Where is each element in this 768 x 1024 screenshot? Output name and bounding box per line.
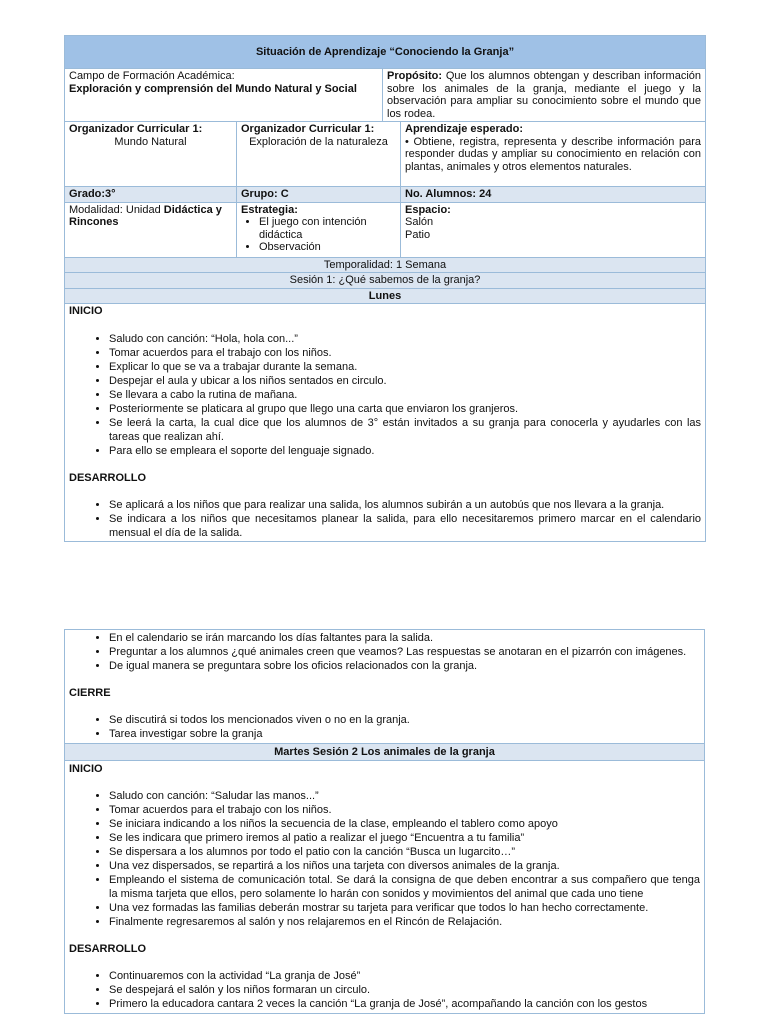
org1-cell: [65, 122, 237, 187]
desarrollo-list: [69, 498, 701, 540]
list-item: • Continuaremos con la actividad “La granja de José”: [109, 969, 700, 983]
grado: Grado:3°: [65, 187, 237, 203]
aprendizaje-cell: [401, 122, 706, 187]
list-item: • Se indicara a los niños que necesitamos planear la salida, para ello necesitaremos primero marcar en el calendario mensual el día de la salida.: [109, 512, 701, 540]
list-item: • Se aplicará a los niños que para realizar una salida, los alumnos subirán a un autobús que nos llevara a la granja.: [109, 498, 701, 512]
proposito-label: Propósito:: [387, 70, 442, 82]
inicio-list: [69, 332, 701, 458]
desarrollo-list: [69, 969, 700, 1011]
inicio-list: [69, 789, 700, 929]
espacio-label: Espacio:: [405, 203, 451, 216]
espacio-item: Salón: [405, 216, 434, 228]
desarrollo-continued: [64, 629, 705, 744]
cierre-heading: CIERRE: [69, 687, 111, 699]
document-title: Situación de Aprendizaje “Conociendo la Granja”: [65, 36, 706, 69]
list-item: • Despejar el aula y ubicar a los niños sentados en circulo.: [109, 374, 701, 388]
estrategia-item: • El juego con intención didáctica: [259, 216, 396, 241]
modalidad-bold: Didáctica y Rincones: [69, 203, 222, 228]
aprendizaje-text: • Obtiene, registra, representa y describe información para responder dudas y ampliar su conocimiento en relación con plantas, animales y otros elementos naturales.: [405, 135, 702, 173]
org2-value: Exploración de la naturaleza: [249, 135, 388, 148]
list-item: • Tomar acuerdos para el trabajo con los niños.: [109, 803, 700, 817]
martes-content: [64, 761, 705, 1014]
list-item: • Se iniciara indicando a los niños la secuencia de la clase, empleando el tablero como apoyo: [109, 817, 700, 831]
estrategia-label: Estrategia:: [241, 203, 298, 216]
list-item: • Se llevara a cabo la rutina de mañana.: [109, 388, 701, 402]
espacio-cell: [401, 202, 706, 257]
list-item: • Saludo con canción: “Hola, hola con...”: [109, 332, 701, 346]
list-item: • Explicar lo que se va a trabajar durante la semana.: [109, 360, 701, 374]
org2-cell: [237, 122, 401, 187]
campo-cell: [65, 69, 383, 122]
list-item: • Tomar acuerdos para el trabajo con los niños.: [109, 346, 701, 360]
org2-label: Organizador Curricular 1:: [241, 123, 375, 135]
list-item: • Una vez formadas las familias deberán mostrar su tarjeta para verificar que todos lo han hecho correctamente.: [109, 901, 700, 915]
list-item: • Una vez dispersados, se repartirá a los niños una tarjeta con diversos animales de la granja.: [109, 859, 700, 873]
proposito-cell: [383, 69, 706, 122]
campo-value: Exploración y comprensión del Mundo Natural y Social: [69, 82, 357, 95]
grupo: Grupo: C: [237, 187, 401, 203]
list-item: • Se leerá la carta, la cual dice que los alumnos de 3° están invitados a su granja para conocerla y ayudarles con las tareas que realizan ahí.: [109, 416, 701, 444]
desarrollo-list-continued: [69, 631, 700, 673]
sesion-1-title: Sesión 1: ¿Qué sabemos de la granja?: [65, 273, 706, 289]
org1-value: Mundo Natural: [114, 135, 187, 148]
page-2: [64, 629, 705, 1024]
list-item: • Se despejará el salón y los niños formaran un circulo.: [109, 983, 700, 997]
day-martes: Martes Sesión 2 Los animales de la granja: [64, 744, 705, 761]
espacio-item: Patio: [405, 228, 431, 241]
estrategia-cell: [237, 202, 401, 257]
list-item: • En el calendario se irán marcando los días faltantes para la salida.: [109, 631, 700, 645]
list-item: • Se dispersara a los alumnos por todo el patio con la canción “Busca un lugarcito…”: [109, 845, 700, 859]
list-item: • Posteriormente se platicara al grupo que llego una carta que enviaron los granjeros.: [109, 402, 701, 416]
alumnos: No. Alumnos: 24: [401, 187, 706, 203]
day-lunes: Lunes: [65, 288, 706, 304]
temporalidad: Temporalidad: 1 Semana: [65, 257, 706, 273]
plan-table: [64, 35, 706, 542]
inicio-heading: INICIO: [69, 305, 103, 317]
proposito-text: Que los alumnos obtengan y describan información sobre los animales de la granja, mediante el juego y la observación para ampliar su conocimiento sobre el mundo que los rodea.: [387, 70, 702, 120]
list-item: • Se discutirá si todos los mencionados viven o no en la granja.: [109, 713, 700, 727]
lunes-content: [65, 304, 706, 542]
list-item: • Se les indicara que primero iremos al patio a realizar el juego “Encuentra a tu familia”: [109, 831, 700, 845]
list-item: • De igual manera se preguntara sobre los oficios relacionados con la granja.: [109, 659, 700, 673]
list-item: • Finalmente regresaremos al salón y nos relajaremos en el Rincón de Relajación.: [109, 915, 700, 929]
cierre-list: [69, 713, 700, 741]
modalidad-prefix: Modalidad: Unidad: [69, 203, 164, 216]
page-1: [64, 35, 705, 542]
list-item: • Tarea investigar sobre la granja: [109, 727, 700, 741]
org1-label: Organizador Curricular 1:: [69, 123, 203, 135]
list-item: • Preguntar a los alumnos ¿qué animales creen que veamos? Las respuestas se anotaran en el pizarrón con imágenes.: [109, 645, 700, 659]
desarrollo-heading: DESARROLLO: [69, 943, 146, 955]
list-item: • Saludo con canción: “Saludar las manos...”: [109, 789, 700, 803]
modalidad-cell: [65, 202, 237, 257]
campo-label: Campo de Formación Académica:: [69, 70, 235, 82]
desarrollo-heading: DESARROLLO: [69, 471, 146, 484]
list-item: • Primero la educadora cantara 2 veces la canción “La granja de José”, acompañando la canción con los gestos: [109, 997, 700, 1011]
inicio-heading: INICIO: [69, 763, 103, 775]
estrategia-item: • Observación: [259, 241, 396, 254]
aprendizaje-label: Aprendizaje esperado:: [405, 123, 523, 135]
list-item: • Empleando el sistema de comunicación total. Se dará la consigna de que deben encontrar a sus compañero que tenga la misma tarjeta que ellos, pero solamente lo harán con sonidos y movimientos del animal que cada uno tiene: [109, 873, 700, 901]
list-item: • Para ello se empleara el soporte del lenguaje signado.: [109, 444, 701, 458]
